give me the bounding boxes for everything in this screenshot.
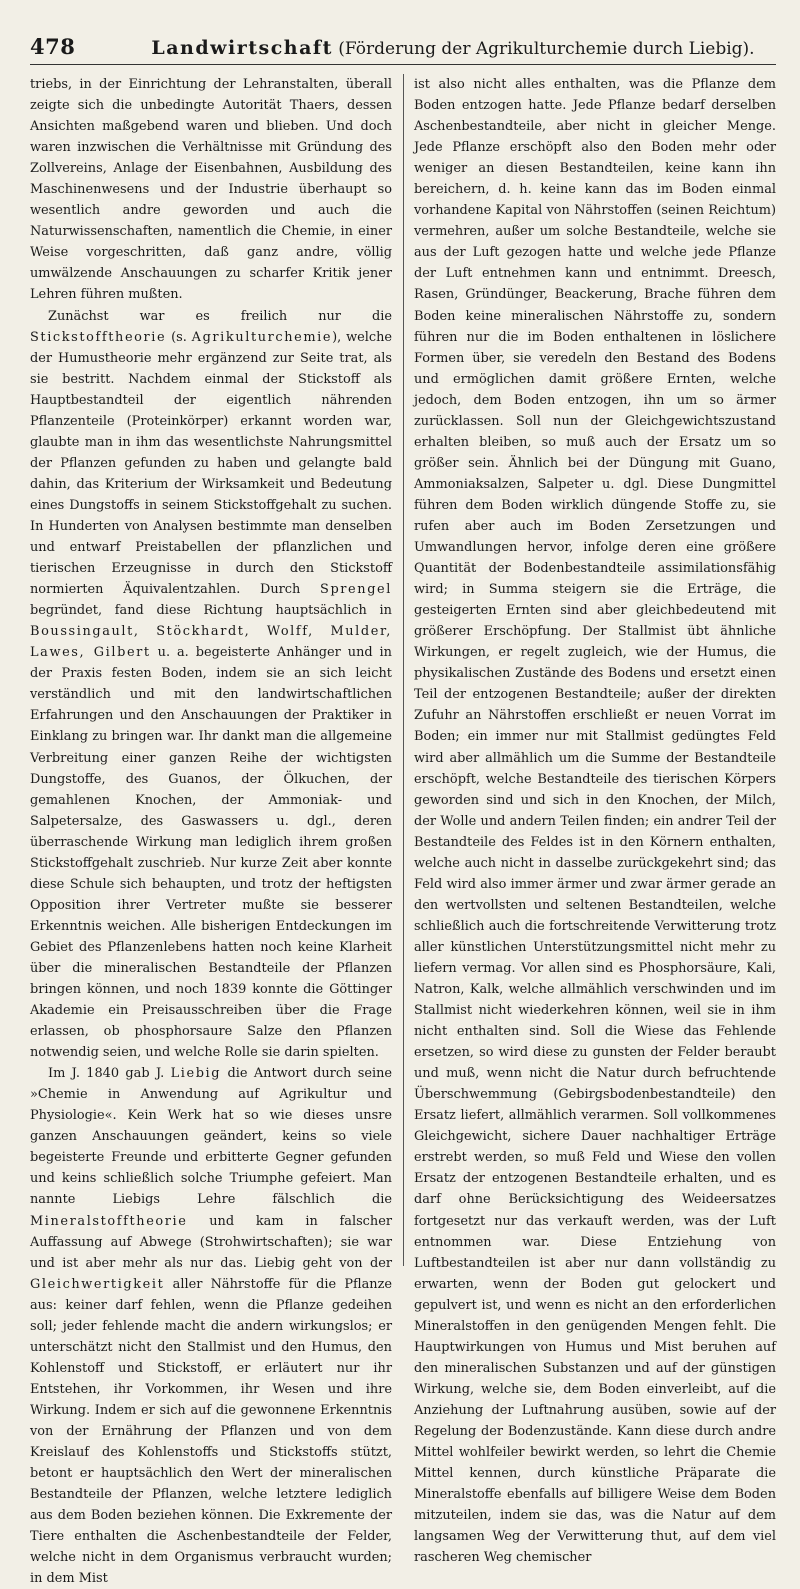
spaced-emphasis: Boussingault, Stöckhardt, Wolff, Mulder, Lawes, Gilbert — [30, 624, 392, 661]
paragraph: triebs, in der Einrichtung der Lehranstalten, überall zeigte sich die unbedingte Autorität Thaers, dessen Ansichten maßgebend waren und blieben. Und doch waren inzwischen die Verhältnisse mit Gründung des Zollvereins, Anlage der Eisenbahnen, Ausbildung des Maschinenwesens und der Industrie überhaupt so wesentlich andre geworden und auch die Naturwissenschaften, namentlich die Chemie, in einer Weise vorgeschritten, daß ganz andre, völlig umwälzende Anschauungen zu scharfer Kritik jener Lehren führen mußten. — [30, 77, 392, 303]
page-header — [30, 30, 776, 65]
running-head — [130, 37, 776, 59]
right-column — [414, 74, 776, 1566]
spaced-emphasis: Gleichwertigkeit — [30, 1276, 165, 1292]
page-number: 478 — [30, 34, 76, 59]
spaced-emphasis: Mineralstofftheorie — [30, 1213, 188, 1229]
running-head-subtitle: (Förderung der Agrikulturchemie durch Liebig). — [338, 39, 755, 59]
spaced-emphasis: Agrikulturchemie — [191, 329, 333, 345]
spaced-emphasis: Liebig — [170, 1066, 222, 1082]
paragraph: Im J. 1840 gab J. Liebig die Antwort durch seine »Chemie in Anwendung auf Agrikultur und Physiologie«. Kein Werk hat so wie dieses unsre ganzen Anschauungen geändert, keins so viele begeisterte Freunde und erbitterte Gegner gefunden und keins schließlich solche Triumphe gefeiert. Man nannte Liebigs Lehre fälschlich die Mineralstofftheorie und kam in falscher Auffassung auf Abwege (Strohwirtschaften); sie war und ist aber mehr als nur das. Liebig geht von der Gleichwertigkeit aller Nährstoffe für die Pflanze aus: keiner darf fehlen, wenn die Pflanze gedeihen soll; jeder fehlende macht die andern wirkungslos; er unterschätzt nicht den Stallmist und den Humus, den Kohlenstoff und Stickstoff, er erläutert nur ihr Entstehen, ihr Vorkommen, ihr Wesen und ihre Wirkung. Indem er sich auf die gewonnene Erkenntnis von der Ernährung der Pflanzen und von dem Kreislauf des Kohlenstoffs und Stickstoffs stützt, betont er hauptsächlich den Wert der mineralischen Bestandteile der Pflanzen, welche letztere lediglich aus dem Boden beziehen können. Die Exkremente der Tiere enthalten die Aschenbestandteile der Felder, welche nicht in dem Organismus verbraucht wurden; in dem Mist — [30, 1066, 393, 1587]
spaced-emphasis: Stickstofftheorie — [30, 329, 167, 345]
paragraph: Zunächst war es freilich nur die Stickstofftheorie (s. Agrikulturchemie), welche der Humustheorie mehr ergänzend zur Seite trat, als sie bestritt. Nachdem einmal der Stickstoff als Hauptbestandteil der eigentlich nährenden Pflanzenteile (Proteinkörper) erkannt worden war, glaubte man in ihm das wesentlichste Nahrungsmittel der Pflanzen gefunden zu haben und gelangte bald dahin, das Kriterium der Wirksamkeit und Bedeutung eines Dungstoffs in seinem Stickstoffgehalt zu suchen. In Hunderten von Analysen bestimmte man denselben und entwarf Preistabellen der pflanzlichen und tierischen Erzeugnisse in durch den Stickstoff normierten Äquivalentzahlen. Durch Sprengel begründet, fand diese Richtung hauptsächlich in Boussingault, Stöckhardt, Wolff, Mulder, Lawes, Gilbert u. a. begeisterte Anhänger und in der Praxis festen Boden, indem sie an sich leicht verständlich und mit den landwirtschaftlichen Erfahrungen und den Anschauungen der Praktiker in Einklang zu bringen war. Ihr dankt man die allgemeine Verbreitung einer ganzen Reihe der wichtigsten Dungstoffe, des Guanos, der Ölkuchen, der gemahlenen Knochen, der Ammoniak- und Salpetersalze, des Gaswassers u. dgl., deren überraschende Wirkung man lediglich ihrem großen Stickstoffgehalt zuschrieb. Nur kurze Zeit aber konnte diese Schule sich behaupten, und trotz der heftigsten Opposition ihrer Vertreter mußte sie besserer Erkenntnis weichen. Alle bisherigen Entdeckungen im Gebiet des Pflanzenlebens hatten noch keine Klarheit über die mineralischen Bestandteile der Pflanzen bringen können, und noch 1839 konnte die Göttinger Akademie ein Preisausschreiben über die Frage erlassen, ob phosphorsaure Salze den Pflanzen notwendig seien, und welche Rolle sie darin spielten. — [30, 308, 392, 1061]
paragraph: ist also nicht alles enthalten, was die Pflanze dem Boden entzogen hatte. Jede Pflanze bedarf derselben Aschenbestandteile, aber nicht in gleicher Menge. Jede Pflanze erschöpft also den Boden mehr oder weniger an diesen Bestandteilen, keine kann ihn bereichern, d. h. keine kann das im Boden einmal vorhandene Kapital von Nährstoffen (seinen Reichtum) vermehren, außer um solche Bestandteile, welche sie aus der Luft gezogen hatte und welche jede Pflanze der Luft entnehmen kann und entnimmt. Dreesch, Rasen, Gründünger, Beackerung, Brache führen dem Boden keine mineralischen Nährstoffe zu, sondern führen nur die im Boden enthaltenen in löslichere Formen über, sie veredeln den Bestand des Bodens und ermöglichen damit größere Ernten, welche jedoch, dem Boden entzogen, ihn um so ärmer zurücklassen. Soll nun der Gleichgewichtszustand erhalten bleiben, so muß auch der Ersatz um so größer sein. Ähnlich bei der Düngung mit Guano, Ammoniaksalzen, Salpeter u. dgl. Diese Dungmittel führen dem Boden wirklich düngende Stoffe zu, sie rufen aber auch im Boden Zersetzungen und Umwandlungen hervor, infolge deren eine größere Quantität der Bodenbestandteile assimilationsfähig wird; in Summa steigern sie die Erträge, die gesteigerten Ernten sind aber gleichbedeutend mit größerer Erschöpfung. Der Stallmist übt ähnliche Wirkungen, er regelt zugleich, wie der Humus, die physikalischen Zustände des Bodens und ersetzt einen Teil der entzogenen Bestandteile; außer der direkten Zufuhr an Nährstoffen erschließt er neuen Vorrat im Boden; ein immer nur mit Stallmist gedüngtes Feld wird aber allmählich um die Summe der Bestandteile erschöpft, welche Bestandteile des tierischen Körpers geworden sind und sich in den Knochen, der Milch, der Wolle und andern Teilen finden; ein andrer Teil der Bestandteile des Feldes ist in den Körnern enthalten, welche auch nicht in dasselbe zurückgekehrt sind; das Feld wird also immer ärmer und zwar ärmer gerade an den wertvollsten und seltenen Bestandteilen, welche schließlich auch die fortschreitende Verwitterung trotz aller künstlichen Unterstützungsmittel nicht mehr zu liefern vermag. Vor allen sind es Phosphorsäure, Kali, Natron, Kalk, welche allmählich verschwinden und im Stallmist nicht wiederkehren können, weil sie in ihm nicht enthalten sind. Soll die Wiese das Fehlende ersetzen, so wird diese zu gunsten der Felder beraubt und muß, wenn nicht die Natur durch befruchtende Überschwemmung (Gebirgsbodenbestandteile) den Ersatz liefert, allmählich verarmen. Soll vollkommenes Gleichgewicht, sichere Dauer nachhaltiger Erträge erstrebt werden, so muß Feld und Wiese den vollen Ersatz der entzogenen Bestandteile erhalten, und es darf ohne Berücksichtigung des Weideersatzes fortgesetzt nur das verkauft werden, was der Luft entnommen war. Diese Entziehung von Luftbestandteilen ist aber nur dann vollständig zu erwarten, wenn der Boden gut gelockert und gepulvert ist, und wenn es nicht an den erforderlichen Mineralstoffen in den genügenden Mengen fehlt. Die Hauptwirkungen von Humus und Mist beruhen auf den mineralischen Substanzen und auf der günstigen Wirkung, welche sie, dem Boden einverleibt, auf die Anziehung der Luftnahrung ausüben, sowie auf der Regelung der Bodenzustände. Kann diese durch andre Mittel wohlfeiler bewirkt werden, so lehrt die Chemie Mittel kennen, durch künstliche Präparate die Mineralstoffe ebenfalls auf billigere Weise dem Boden mitzuteilen, indem sie das, was die Natur auf dem langsamen Weg der Verwitterung thut, auf dem viel rascheren Weg chemischer — [414, 77, 776, 1566]
spaced-emphasis: Sprengel — [320, 582, 392, 598]
text-columns — [30, 74, 776, 1587]
running-head-title: Landwirtschaft — [151, 37, 333, 59]
column-divider — [403, 74, 404, 1266]
left-column — [30, 74, 393, 1587]
